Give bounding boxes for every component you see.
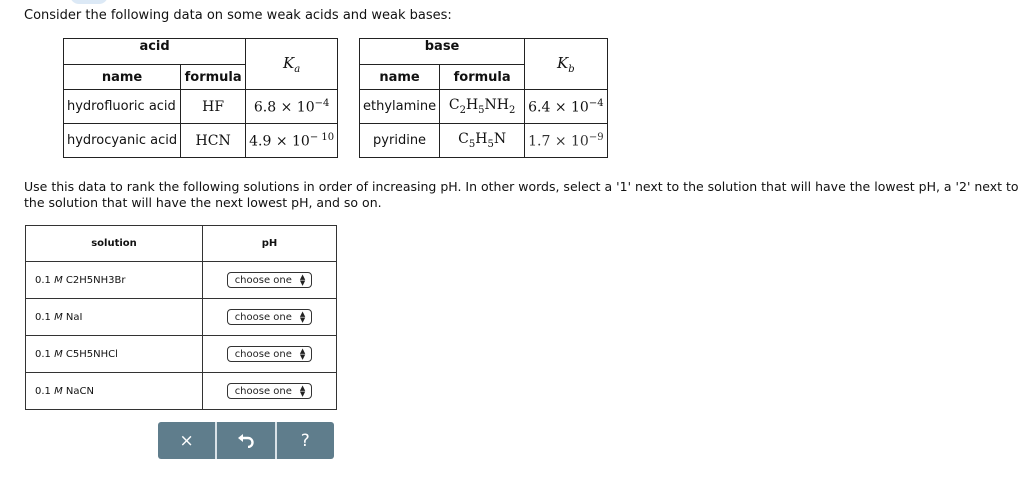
solution-label: 0.1 M NaI: [26, 299, 203, 336]
ka-header: $K_a$: [246, 39, 338, 90]
table-row: [360, 90, 608, 124]
base-name: pyridine: [360, 124, 440, 158]
acid-formula: HF: [181, 90, 246, 124]
table-row: [360, 124, 608, 158]
table-row: [26, 299, 337, 336]
acid-table: [63, 38, 338, 158]
table-row: [26, 336, 337, 373]
select-arrows-icon: ▲ ▼: [299, 310, 306, 324]
solution-label: 0.1 M NaCN: [26, 373, 203, 410]
ph-header: pH: [203, 226, 337, 262]
instructions-text: Use this data to rank the following solutions in order of increasing pH. In other words, select a '1' next to the solution that will have the lowest pH, a '2' next to the solution that will have the next lowest pH, and so on.: [24, 179, 1019, 210]
acid-group-header: acid: [64, 39, 246, 65]
ph-rank-select[interactable]: choose one ▲ ▼: [227, 309, 313, 325]
solution-label: 0.1 M C5H5NHCl: [26, 336, 203, 373]
acid-formula-header: formula: [181, 65, 246, 90]
ka-value: $6.8 \times 10^{-4}$: [246, 90, 338, 124]
table-row: [26, 373, 337, 410]
table-row: [26, 262, 337, 299]
base-group-header: base: [360, 39, 525, 65]
acid-name-header: name: [64, 65, 181, 90]
undo-icon: [237, 434, 255, 448]
solution-label: 0.1 M C2H5NH3Br: [26, 262, 203, 299]
intro-text: Consider the following data on some weak acids and weak bases:: [24, 8, 452, 23]
select-arrows-icon: ▲ ▼: [299, 273, 306, 287]
kb-value: $1.7 \times 10^{-9}$: [525, 124, 607, 158]
ph-rank-select[interactable]: choose one ▲ ▼: [227, 383, 313, 399]
x-icon: ×: [179, 430, 194, 451]
solution-header: solution: [26, 226, 203, 262]
kb-value: $6.4 \times 10^{-4}$: [525, 90, 607, 124]
help-button[interactable]: [275, 422, 334, 459]
help-label: ?: [300, 430, 310, 451]
base-name-header: name: [360, 65, 440, 90]
table-row: [64, 90, 338, 124]
acid-name: hydrocyanic acid: [64, 124, 181, 158]
base-formula: $C_2H_5NH_2$: [440, 90, 525, 124]
select-arrows-icon: ▲ ▼: [299, 347, 306, 361]
kb-header: $K_b$: [525, 39, 607, 90]
table-row: [64, 124, 338, 158]
undo-button[interactable]: [215, 422, 274, 459]
ph-rank-select[interactable]: choose one ▲ ▼: [227, 272, 313, 288]
ph-rank-select[interactable]: choose one ▲ ▼: [227, 346, 313, 362]
base-formula-header: formula: [440, 65, 525, 90]
select-arrows-icon: ▲ ▼: [299, 384, 306, 398]
acid-name: hydrofluoric acid: [64, 90, 181, 124]
base-table: [359, 38, 608, 158]
hint-bubble: [70, 0, 108, 4]
base-formula: $C_5H_5N$: [440, 124, 525, 158]
acid-formula: HCN: [181, 124, 246, 158]
action-button-bar: [158, 422, 334, 459]
ka-value: $4.9 \times 10^{- 10}$: [246, 124, 338, 158]
ranking-table: [25, 225, 337, 410]
base-name: ethylamine: [360, 90, 440, 124]
clear-button[interactable]: [158, 422, 215, 459]
